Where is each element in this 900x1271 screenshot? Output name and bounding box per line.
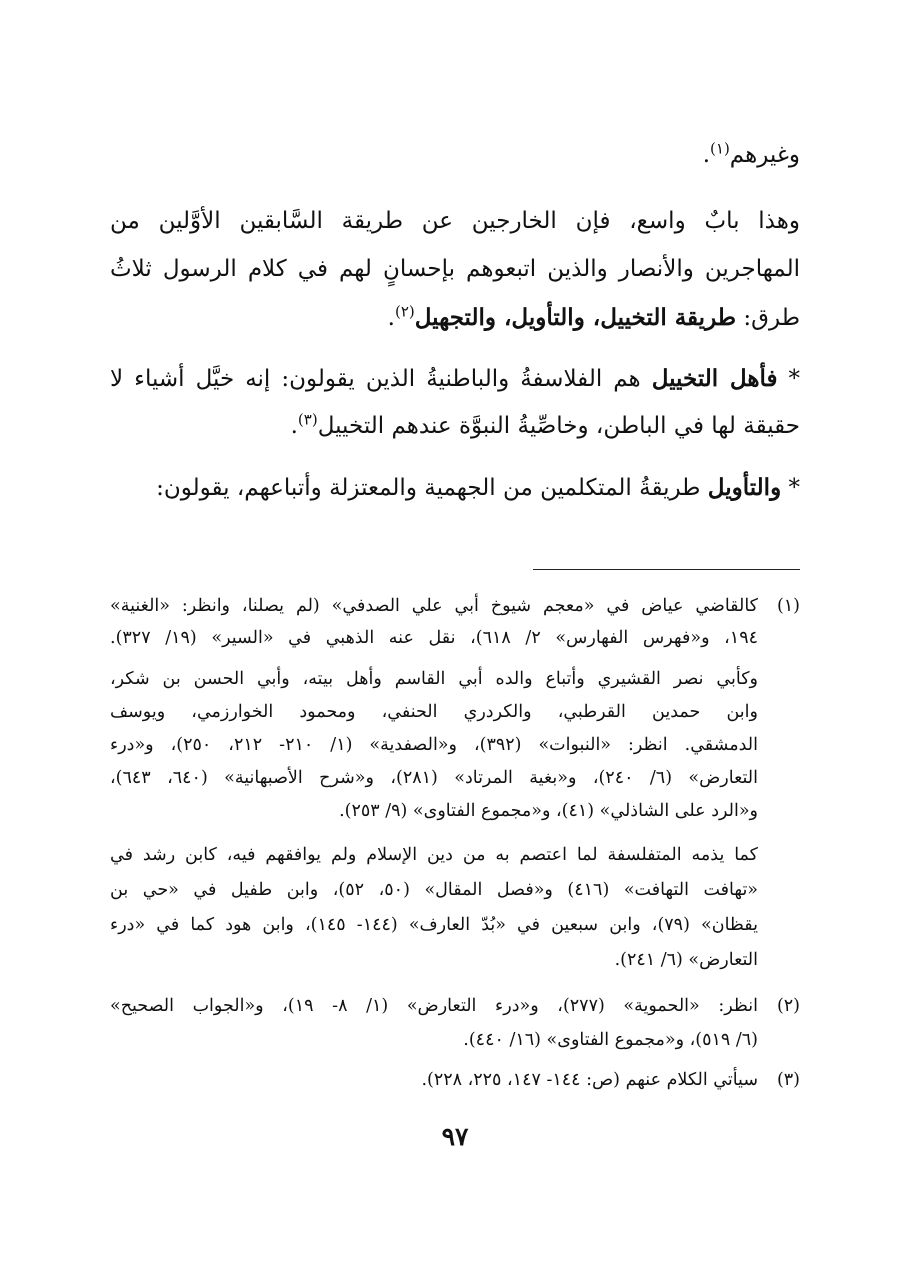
footnote-number-3: (٣) xyxy=(776,1070,800,1090)
footnote-ref-2[interactable]: (٢) xyxy=(394,302,415,321)
footnote-ref-1[interactable]: (١) xyxy=(710,139,730,158)
footnote-1-line-7: و«الرد على الشاذلي» (٤١)، و«مجموع الفتاوى» (٩/ ٢٥٣). xyxy=(339,801,758,821)
footnote-1-line-6: التعارض» (٦/ ٢٤٠)، و«بغية المرتاد» (٢٨١)، و«شرح الأصبهانية» (٦٤٠، ٦٤٣)، xyxy=(110,768,758,788)
footnote-2-line-2: (٦/ ٥١٩)، و«مجموع الفتاوى» (١٦/ ٤٤٠). xyxy=(463,1030,758,1050)
paragraph-1-line-1: وغيرهم$^{(١)}$. xyxy=(702,139,800,168)
footnote-1-line-2: ١٩٤، و«فهرس الفهارس» ٢/ ٦١٨)، نقل عنه الذهبي في «السير» (١٩/ ٣٢٧). xyxy=(110,628,758,648)
paragraph-2-line-2: المهاجرين والأنصار والذين اتبعوهم بإحسانٍ لهم في كلام الرسول ثلاثُ xyxy=(110,256,800,282)
paragraph-4-line-1: * والتأويل طريقةُ المتكلمين من الجهمية والمعتزلة وأتباعهم، يقولون: xyxy=(156,474,800,501)
footnote-number-1: (١) xyxy=(776,596,800,616)
paragraph-3-line-2: حقيقة لها في الباطن، وخاصِّيةُ النبوَّة عندهم التخييل$^{(٣)}$. xyxy=(290,410,800,439)
footnote-1-line-10: يقظان» (٧٩)، وابن سبعين في «بُدّ العارف» (١٤٤- ١٤٥)، وابن هود كما في «درء xyxy=(110,915,758,935)
footnote-number-2: (٢) xyxy=(776,996,800,1016)
footnote-divider xyxy=(533,569,800,570)
footnote-1-line-8: كما يذمه المتفلسفة لما اعتصم به من دين الإسلام ولم يوافقهم فيه، كابن رشد في xyxy=(110,845,758,865)
paragraph-2-line-1: وهذا بابٌ واسع، فإن الخارجين عن طريقة السَّابقين الأوَّلين من xyxy=(110,208,800,234)
book-page xyxy=(110,0,800,1271)
footnote-1-line-5: الدمشقي. انظر: «النبوات» (٣٩٢)، و«الصفدية» (١/ ٢١٠- ٢١٢، ٢٥٠)، و«درء xyxy=(110,735,759,755)
footnote-1-line-4: وابن حمدين القرطبي، والكردري الحنفي، ومحمود الخوارزمي، ويوسف xyxy=(110,702,758,722)
paragraph-2-line-3: طرق: طريقة التخييل، والتأويل، والتجهيل$^{(٢)}$. xyxy=(387,302,800,331)
paragraph-3-line-1: * فأهل التخييل هم الفلاسفةُ والباطنيةُ الذين يقولون: إنه خيَّل أشياء لا xyxy=(110,365,800,392)
footnote-1-line-3: وكأبي نصر القشيري وأتباع والده أبي القاسم وأهل بيته، وأبي الحسن بن شكر، xyxy=(110,669,758,689)
footnote-ref-3[interactable]: (٣) xyxy=(297,410,318,429)
footnote-1-line-9: «تهافت التهافت» (٤١٦) و«فصل المقال» (٥٠، ٥٢)، وابن طفيل في «حي بن xyxy=(110,880,759,900)
footnote-1-line-11: التعارض» (٦/ ٢٤١). xyxy=(614,950,758,970)
page-number: ٩٧ xyxy=(441,1122,469,1151)
footnote-3-line-1: سيأتي الكلام عنهم (ص: ١٤٤- ١٤٧، ٢٢٥، ٢٢٨). xyxy=(421,1070,758,1090)
footnote-2-line-1: انظر: «الحموية» (٢٧٧)، و«درء التعارض» (١/ ٨- ١٩)، و«الجواب الصحيح» xyxy=(110,996,759,1016)
footnote-1-line-1: كالقاضي عياض في «معجم شيوخ أبي علي الصدفي» (لم يصلنا، وانظر: «الغنية» xyxy=(110,596,758,616)
